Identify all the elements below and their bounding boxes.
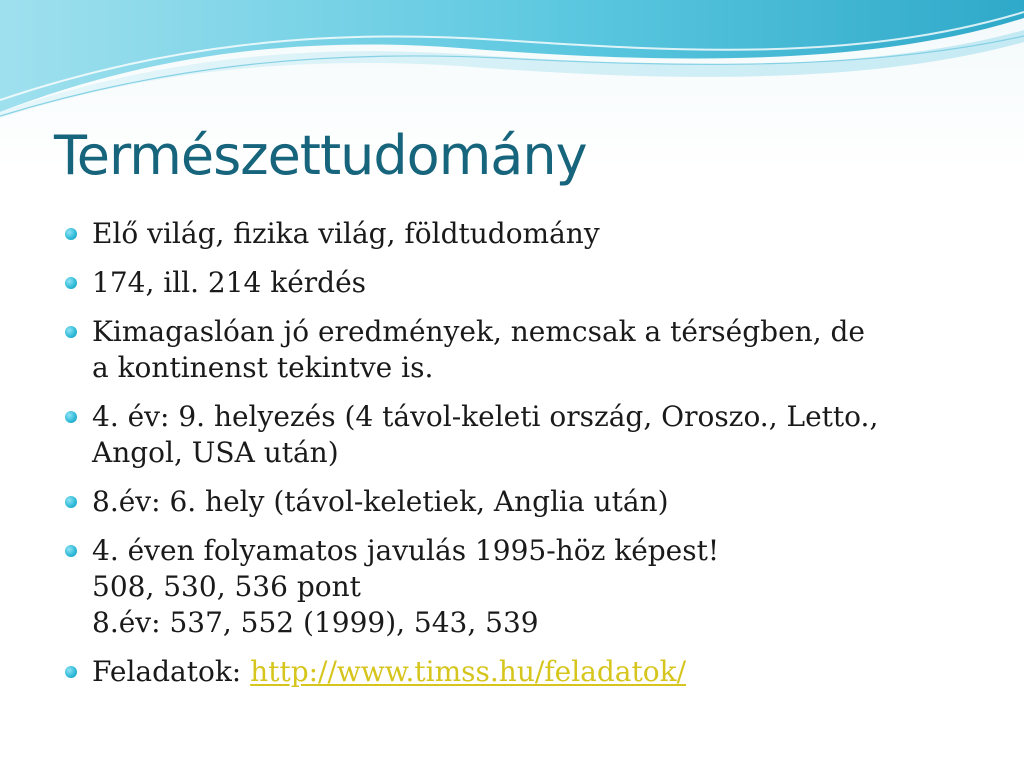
round-bullet-icon <box>65 666 77 678</box>
bullet-text: 8.év: 6. hely (távol-keletiek, Anglia után) <box>92 485 669 518</box>
bullet-text: 174, ill. 214 kérdés <box>92 266 367 299</box>
bullet-text: Elő világ, fizika világ, földtudomány <box>92 217 600 250</box>
bullet-text: 4. éven folyamatos javulás 1995-höz képest! <box>92 534 720 567</box>
slide-title: Természettudomány <box>54 124 587 187</box>
bullet-item <box>62 484 982 520</box>
bullet-item <box>62 533 982 641</box>
round-bullet-icon <box>65 277 77 289</box>
bullet-item <box>62 216 982 252</box>
bullet-text <box>92 654 982 690</box>
header-wave-decoration <box>0 0 1024 120</box>
bullet-list <box>62 216 982 703</box>
bullet-text-continuation: 508, 530, 536 pont <box>92 570 361 603</box>
feladatok-link[interactable]: http://www.timss.hu/feladatok/ <box>250 655 687 688</box>
bullet-text: 4. év: 9. helyezés (4 távol-keleti ország, Oroszo., Letto., <box>92 400 879 433</box>
round-bullet-icon <box>65 326 77 338</box>
round-bullet-icon <box>65 545 77 557</box>
bullet-item <box>62 399 982 471</box>
bullet-item <box>62 265 982 301</box>
round-bullet-icon <box>65 228 77 240</box>
bullet-text-continuation: a kontinenst tekintve is. <box>92 351 434 384</box>
round-bullet-icon <box>65 411 77 423</box>
bullet-item <box>62 314 982 386</box>
bullet-item <box>62 654 982 690</box>
bullet-text-continuation: 8.év: 537, 552 (1999), 543, 539 <box>92 606 539 639</box>
bullet-text: Kimagaslóan jó eredmények, nemcsak a térségben, de <box>92 315 865 348</box>
feladatok-label: Feladatok: <box>92 655 251 688</box>
round-bullet-icon <box>65 496 77 508</box>
bullet-text-continuation: Angol, USA után) <box>92 436 339 469</box>
